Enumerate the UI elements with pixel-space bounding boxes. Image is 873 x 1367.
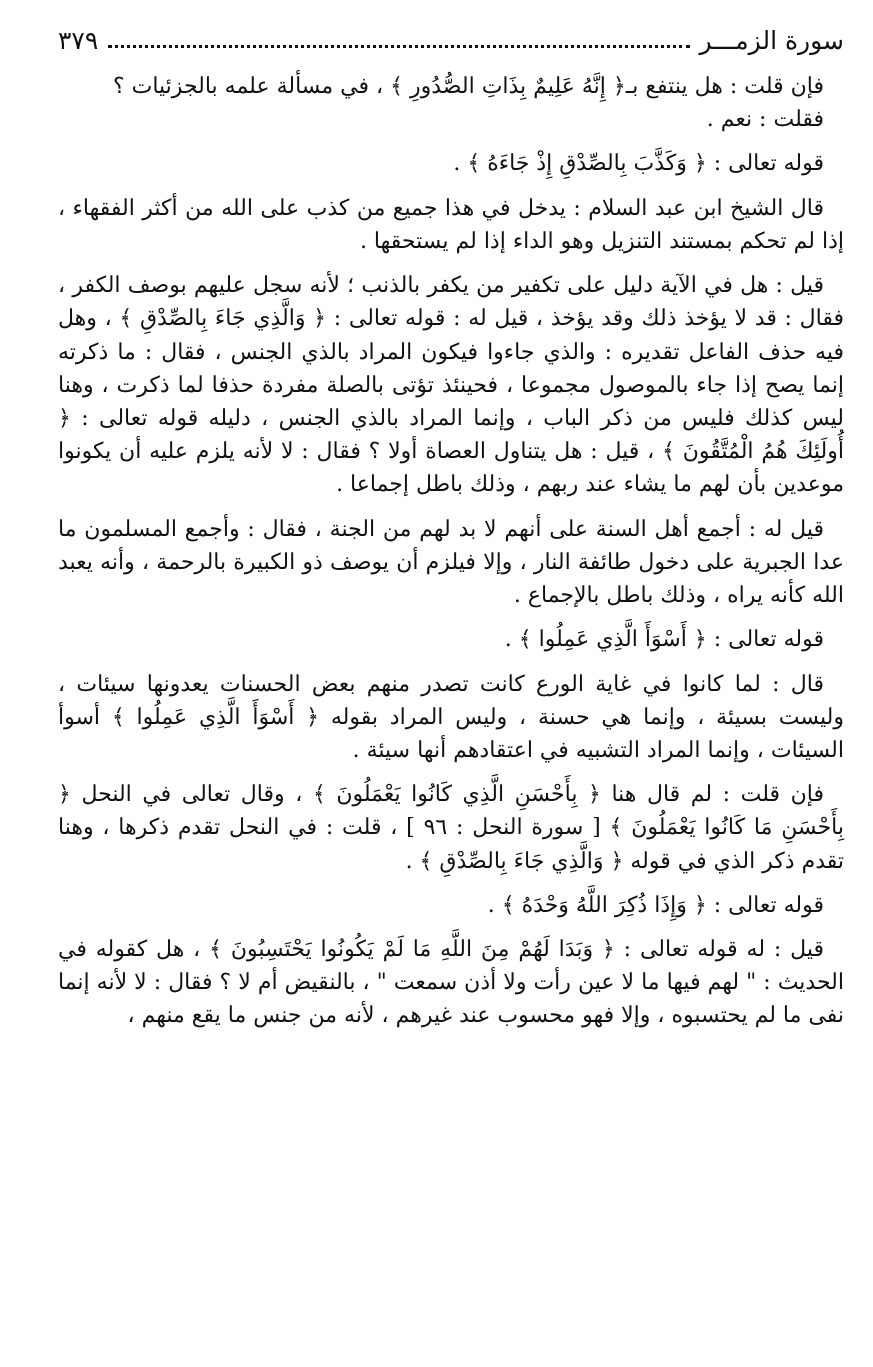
header-dotted-leader	[108, 45, 689, 48]
page-body	[58, 70, 844, 1033]
running-header	[58, 20, 844, 60]
paragraph-verse-kadhdhaba: قوله تعالى : ﴿ وَكَذَّبَ بِالصِّدْقِ إِذْ جَاءَهُ ﴾ .	[453, 151, 824, 177]
surah-title: سورة الزمـــر	[699, 25, 844, 55]
paragraph-verse-aswaa: قوله تعالى : ﴿ أَسْوَأَ الَّذِي عَمِلُوا ﴾ .	[504, 627, 824, 653]
paragraph-ibn-abd-al-salam: قال الشيخ ابن عبد السلام : يدخل في هذا جميع من كذب على الله من أكثر الفقهاء ، إذا لم تحكم بمستند التنزيل وهو الداء إذا لم يستحقها .	[58, 195, 844, 254]
paragraph-hadith-comparison: قيل : له قوله تعالى : ﴿ وَبَدَا لَهُمْ مِنَ اللَّهِ مَا لَمْ يَكُونُوا يَحْتَسِبُونَ ﴾ ، هل كقوله في الحديث : " لهم فيها ما لا عين رأت ولا أذن سمعت " ، بالنقيض أم لا ؟ فقال : لا لأنه إنما نفى ما لم يحتسبوه ، وإلا فهو محسوب عند غيرهم ، لأنه من جنس ما يقع منهم ،	[58, 937, 844, 1029]
page-number: ٣٧٩	[58, 25, 99, 55]
book-page	[58, 20, 844, 1033]
paragraph-takfir-discussion: قيل : هل في الآية دليل على تكفير من يكفر بالذنب ؛ لأنه سجل عليهم بوصف الكفر ، فقال : قد لا يؤخذ ذلك وقد يؤخذ ، قيل له : قوله تعالى : ﴿ وَالَّذِي جَاءَ بِالصِّدْقِ ﴾ ، وهل فيه حذف الفاعل تقديره : والذي جاءوا فيكون المراد بالذي الجنس ، فقال : ما ذكرته إنما يصح إذا جاء بالموصول مجموعا ، فحينئذ تؤتى بالصلة مفردة حذفا لما ذكرت ، وهنا ليس كذلك فليس من ذكر الباب ، وإنما المراد بالذي الجنس ، دليله قوله تعالى : ﴿ أُولَئِكَ هُمُ الْمُتَّقُونَ ﴾ ، قيل : هل يتناول العصاة أولا ؟ فقال : لا لأنه يلزم عليه أن يكونوا موعدين بأن لهم ما يشاء عند ربهم ، وذلك باطل إجماعا .	[58, 273, 844, 498]
paragraph-question-knowledge: فإن قلت : هل ينتفع بـ﴿ إِنَّهُ عَلِيمٌ بِذَاتِ الصُّدُورِ ﴾ ، في مسألة علمه بالجزئيات ؟	[112, 74, 824, 99]
paragraph-verse-wahdahu: قوله تعالى : ﴿ وَإِذَا ذُكِرَ اللَّهُ وَحْدَهُ ﴾ .	[487, 892, 824, 918]
paragraph-ahsan-comparison: فإن قلت : لم قال هنا ﴿ بِأَحْسَنِ الَّذِي كَانُوا يَعْمَلُونَ ﴾ ، وقال تعالى في النحل ﴿ بِأَحْسَنِ مَا كَانُوا يَعْمَلُونَ ﴾ [ سورة النحل : ٩٦ ] ، قلت : في النحل تقدم ذكرها ، وهنا تقدم ذكر الذي في قوله ﴿ وَالَّذِي جَاءَ بِالصِّدْقِ ﴾ .	[58, 782, 844, 874]
paragraph-ahl-al-sunna: قيل له : أجمع أهل السنة على أنهم لا بد لهم من الجنة ، فقال : وأجمع المسلمون ما عدا الجبرية على دخول طائفة النار ، وإلا فيلزم أن يوصف ذو الكبيرة بالرحمة ، وأنه يعبد الله كأنه يراه ، وذلك باطل بالإجماع .	[58, 516, 844, 609]
paragraph-wara-discussion: قال : لما كانوا في غاية الورع كانت تصدر منهم بعض الحسنات يعدونها سيئات ، وليست بسيئة ، وإنما هي حسنة ، وليس المراد بقوله ﴿ أَسْوَأَ الَّذِي عَمِلُوا ﴾ أسوأ السيئات ، وإنما المراد التشبيه في اعتقادهم أنها سيئة .	[58, 671, 844, 763]
paragraph-answer-yes: فقلت : نعم .	[706, 107, 824, 133]
